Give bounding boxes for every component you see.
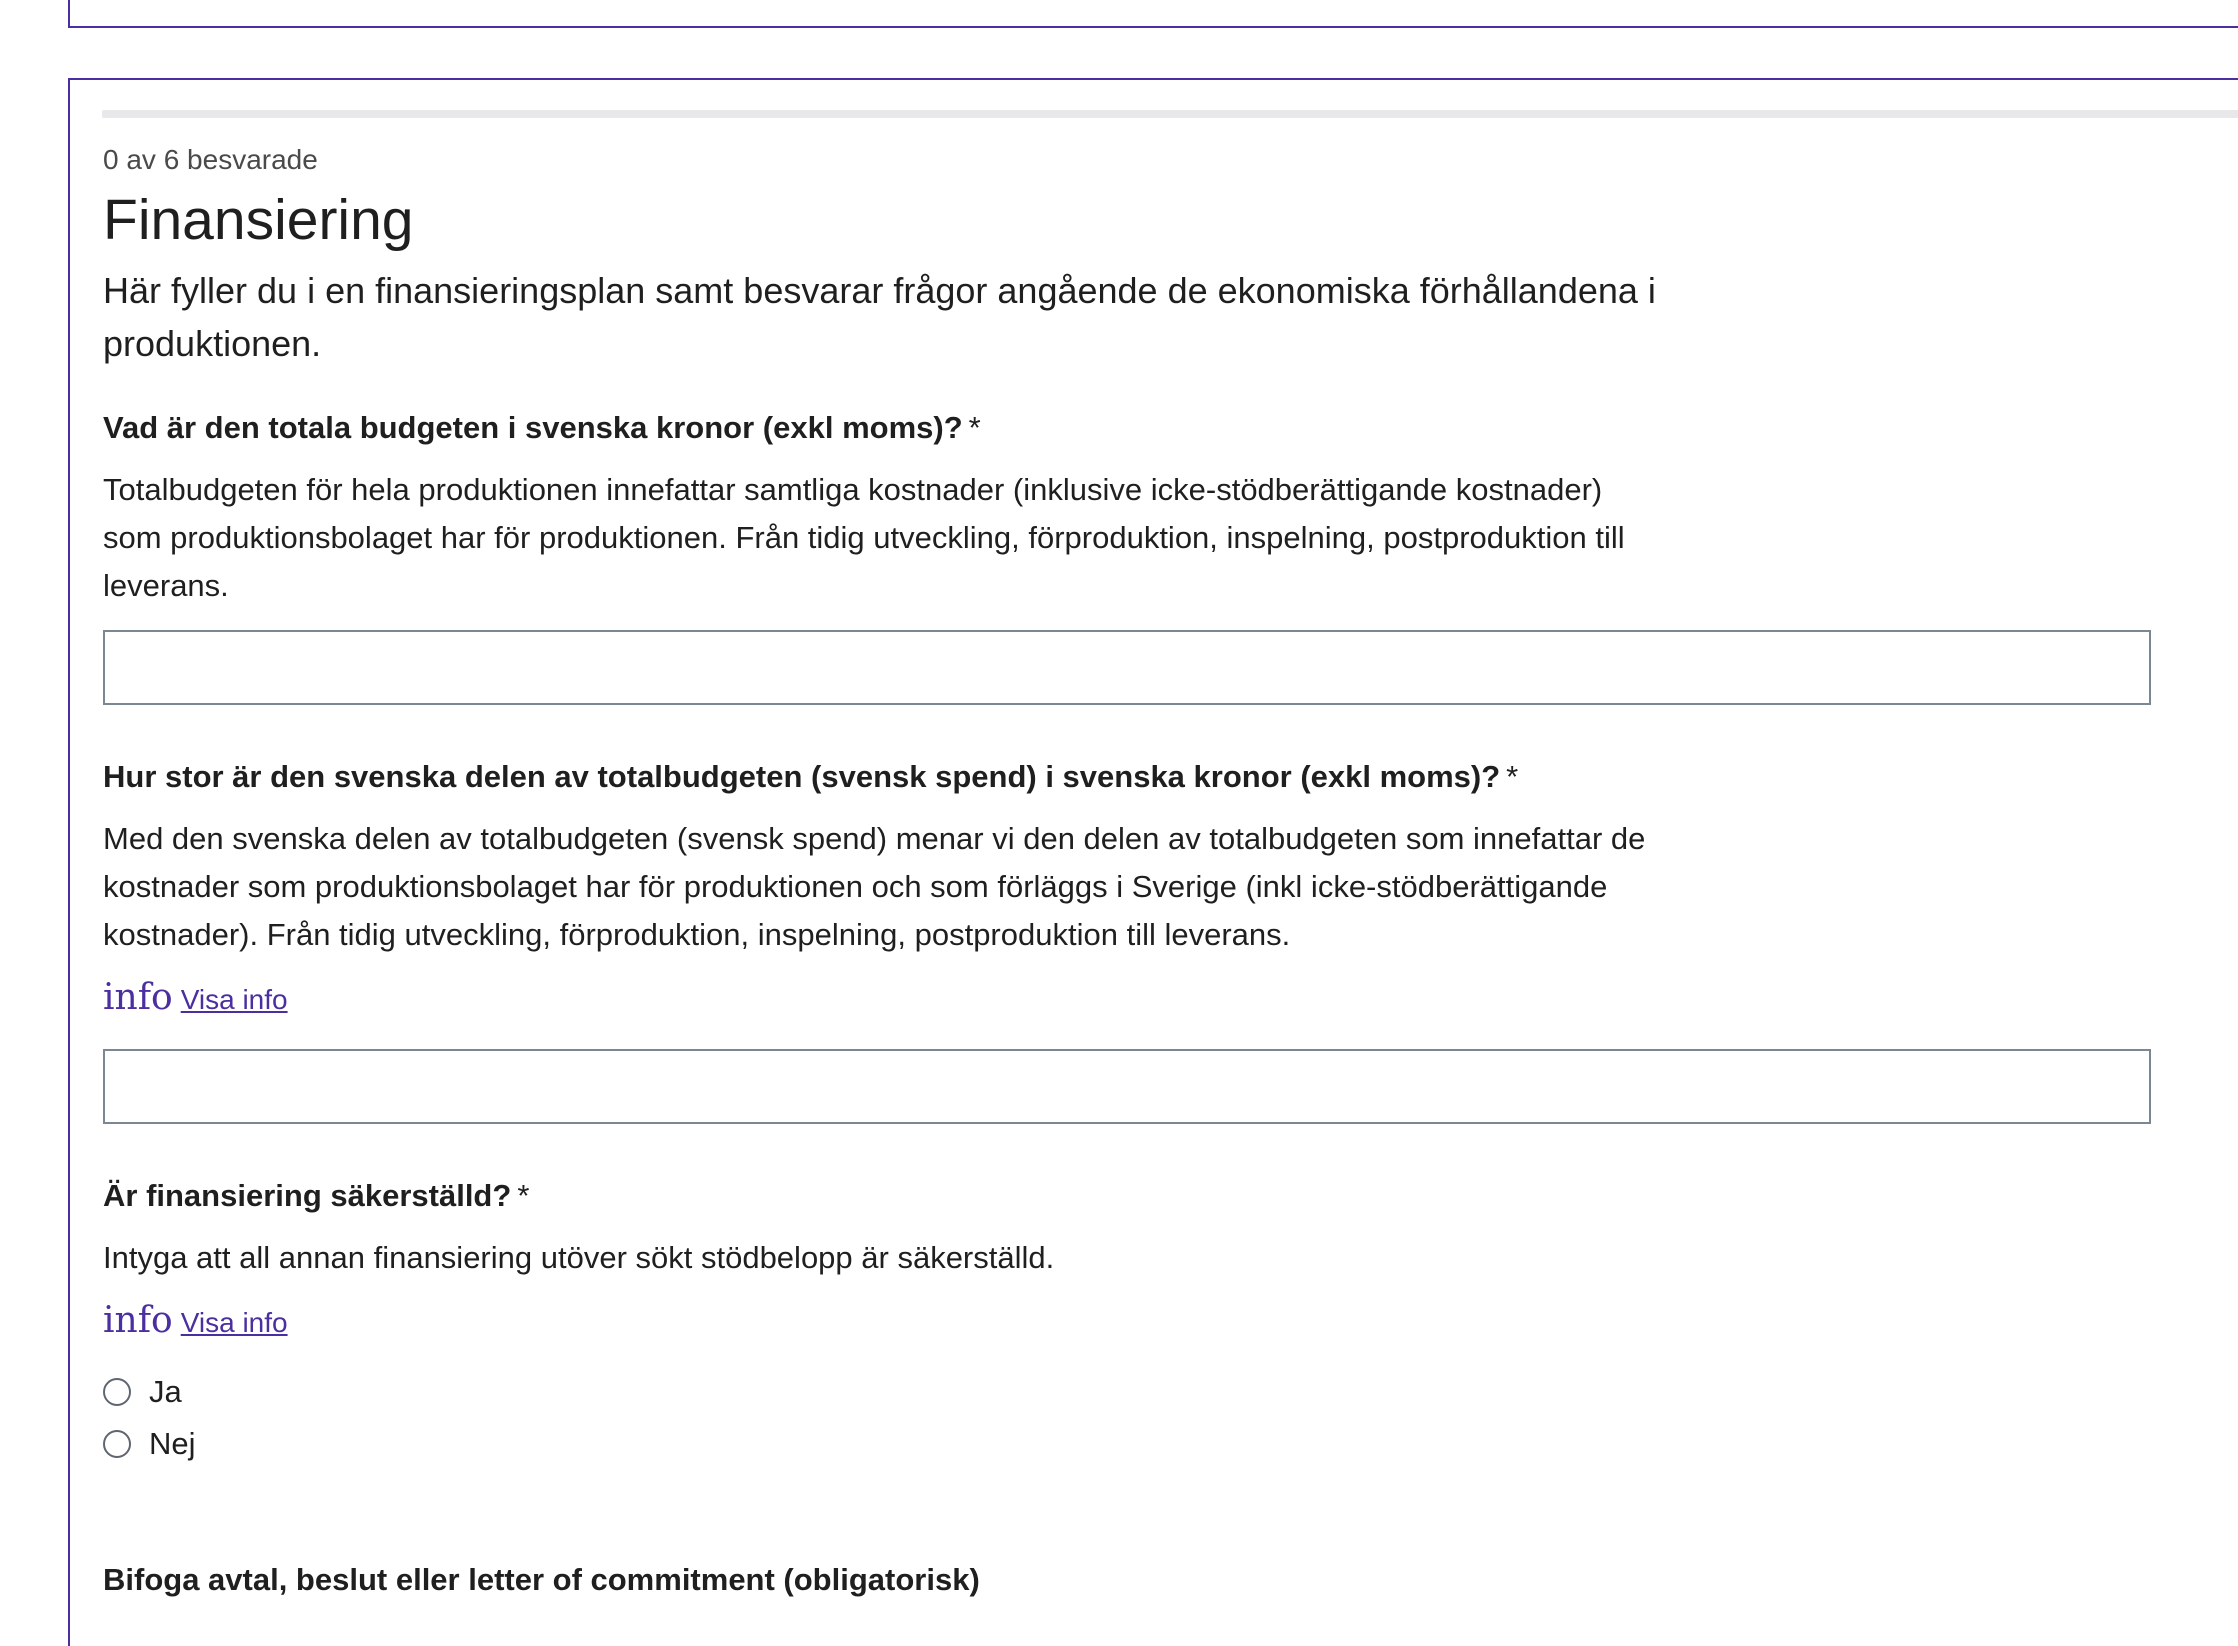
show-info-link[interactable]: Visa info xyxy=(180,984,288,1015)
question-label-text: Vad är den totala budgeten i svenska kronor (exkl moms)? xyxy=(103,410,963,445)
answered-count: 0 av 6 besvarade xyxy=(103,144,318,175)
question-label-text: Är finansiering säkerställd? xyxy=(103,1178,512,1213)
question-label-text: Hur stor är den svenska delen av totalbudgeten (svensk spend) i svenska kronor (exkl moms)? xyxy=(103,759,1501,794)
question-total-budget xyxy=(103,406,2203,705)
radio-button[interactable] xyxy=(103,1378,131,1406)
radio-option-ja[interactable] xyxy=(103,1366,2203,1418)
required-marker: * xyxy=(968,410,981,445)
total-budget-input[interactable] xyxy=(103,630,2151,705)
section-title: Finansiering xyxy=(103,188,414,252)
swedish-spend-input[interactable] xyxy=(103,1049,2151,1124)
question-description: Med den svenska delen av totalbudgeten (svensk spend) menar vi den delen av totalbudgeten som innefattar de kostnader som produktionsbolaget har för produktionen och som förläggs i Sverige (inkl icke-stödberättigande kostnader). Från tidig utveckling, förproduktion, inspelning, postproduktion till leverans. xyxy=(103,821,1646,952)
financing-secured-radio-group xyxy=(103,1366,2203,1470)
info-toggle[interactable] xyxy=(103,1300,2203,1352)
info-icon: info xyxy=(103,977,173,1018)
question-label xyxy=(103,406,2203,450)
radio-option-nej[interactable] xyxy=(103,1418,2203,1470)
section-content xyxy=(103,140,2203,1602)
radio-button[interactable] xyxy=(103,1430,131,1458)
question-financing-secured xyxy=(103,1174,2203,1470)
previous-section-card xyxy=(68,0,2238,28)
required-marker: * xyxy=(517,1178,530,1213)
question-description: Totalbudgeten för hela produktionen innefattar samtliga kostnader (inklusive icke-stödberättigande kostnader) som produktionsbolaget har för produktionen. Från tidig utveckling, förproduktion, inspelning, postproduktion till leverans. xyxy=(103,472,1625,603)
info-icon: info xyxy=(103,1300,173,1341)
info-toggle[interactable] xyxy=(103,977,2203,1029)
financing-section-card xyxy=(68,78,2238,1646)
question-label xyxy=(103,1174,2203,1218)
section-intro: Här fyller du i en finansieringsplan samt besvarar frågor angående de ekonomiska förhållandena i produktionen. xyxy=(103,270,1656,364)
section-progress-bar xyxy=(102,110,2238,118)
question-swedish-spend xyxy=(103,755,2203,1124)
question-description: Intyga att all annan finansiering utöver sökt stödbelopp är säkerställd. xyxy=(103,1240,1055,1275)
question-label xyxy=(103,755,2203,799)
show-info-link[interactable]: Visa info xyxy=(180,1307,288,1338)
required-marker: * xyxy=(1506,759,1519,794)
radio-label: Nej xyxy=(149,1426,196,1461)
radio-label: Ja xyxy=(149,1374,182,1409)
question-label-text: Bifoga avtal, beslut eller letter of commitment (obligatorisk) xyxy=(103,1562,980,1597)
question-attachment xyxy=(103,1558,2203,1602)
